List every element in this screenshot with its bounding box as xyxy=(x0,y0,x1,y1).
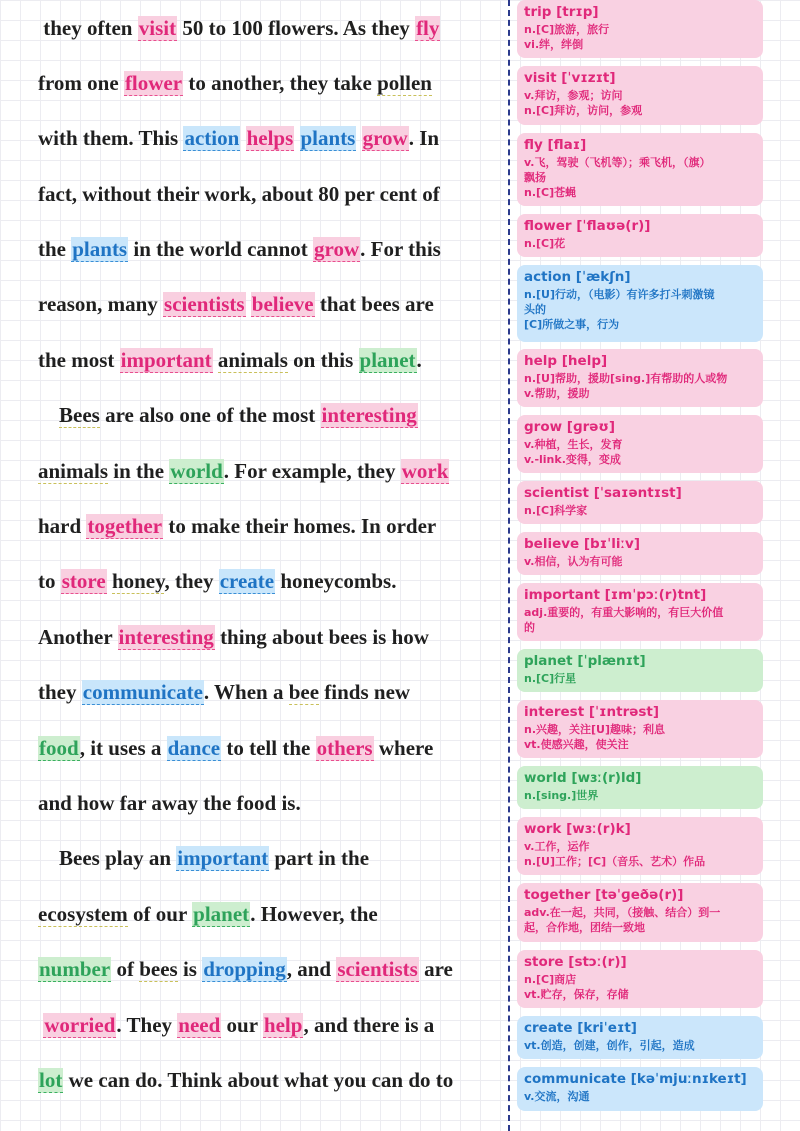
passage-text: the most xyxy=(38,348,120,372)
passage-line xyxy=(38,1005,434,1045)
vocab-card xyxy=(517,883,763,942)
highlighted-word: fly xyxy=(416,16,440,40)
vocab-definition: v.种植，生长，发育 xyxy=(524,438,623,451)
vocab-definition: v.交流，沟通 xyxy=(524,1090,590,1103)
passage-text: the xyxy=(38,237,72,261)
vocab-card xyxy=(517,265,763,342)
highlighted-word: visit xyxy=(138,16,177,40)
passage-text: , and xyxy=(286,957,337,981)
passage-line xyxy=(38,118,439,158)
vocab-headword: trip [trɪp] xyxy=(524,4,599,20)
vocab-definition: n.[C]花 xyxy=(524,237,566,250)
highlighted-word: helps xyxy=(246,126,294,150)
vocab-card xyxy=(517,950,763,1008)
passage-text: from one xyxy=(38,71,124,95)
passage-line xyxy=(38,451,449,491)
passage-text: Another xyxy=(38,625,118,649)
passage-text: they often xyxy=(38,16,138,40)
passage-line xyxy=(38,617,429,657)
passage-text: . They xyxy=(116,1013,178,1037)
passage-text: , they xyxy=(164,569,219,593)
vocab-definition: n.[C]商店 xyxy=(524,973,577,986)
highlighted-word: help xyxy=(263,1013,303,1037)
vocab-definition: v.帮助，援助 xyxy=(524,387,590,400)
vocab-headword: action [ˈækʃn] xyxy=(524,269,631,285)
vocab-card xyxy=(517,649,763,692)
passage-line xyxy=(38,229,441,269)
highlighted-word: food xyxy=(39,736,79,760)
vocab-definition: 飘扬 xyxy=(524,171,546,184)
vocab-card xyxy=(517,66,763,125)
vocab-headword: interest [ˈɪntrəst] xyxy=(524,704,660,720)
highlighted-word: dance xyxy=(167,736,221,760)
highlighted-word: need xyxy=(178,1013,221,1037)
underlined-word: pollen xyxy=(377,71,432,95)
passage-text: of our xyxy=(127,902,193,926)
passage-text: . xyxy=(416,348,422,372)
vocab-definition: vi.绊，绊倒 xyxy=(524,38,584,51)
underlined-word: Bees xyxy=(59,403,100,427)
passage-line xyxy=(38,174,440,214)
vocab-definition: n.[sing.]世界 xyxy=(524,789,599,802)
highlighted-word: grow xyxy=(362,126,408,150)
vocab-definition: vt.贮存，保存，存储 xyxy=(524,988,629,1001)
passage-text: 50 to 100 flowers. As they xyxy=(177,16,416,40)
vocab-card xyxy=(517,349,763,407)
vocab-headword: flower [ˈflaʊə(r)] xyxy=(524,218,651,234)
vocab-definition: vt.使感兴趣，使关注 xyxy=(524,738,629,751)
highlighted-word: scientists xyxy=(337,957,418,981)
passage-text xyxy=(38,403,59,427)
highlighted-word: communicate xyxy=(82,680,203,704)
passage-text xyxy=(356,126,361,150)
vocab-card xyxy=(517,532,763,575)
passage-text: in the world cannot xyxy=(128,237,314,261)
vocab-card xyxy=(517,481,763,524)
passage-line xyxy=(38,284,434,324)
highlighted-word: believe xyxy=(251,292,314,316)
vocab-definition: n.[U]行动，（电影）有许多打斗刺激镜 xyxy=(524,288,715,301)
highlighted-word: action xyxy=(184,126,240,150)
vocab-definition: n.[U]工作；[C]（音乐、艺术）作品 xyxy=(524,855,706,868)
vocab-headword: grow [ɡrəʊ] xyxy=(524,419,616,435)
passage-line xyxy=(38,783,301,823)
passage-text: . In xyxy=(408,126,440,150)
passage-text: our xyxy=(221,1013,263,1037)
vocab-headword: believe [bɪˈliːv] xyxy=(524,536,640,552)
highlighted-word: flower xyxy=(124,71,183,95)
passage-line xyxy=(38,561,396,601)
passage-line xyxy=(38,340,422,380)
passage-line xyxy=(38,838,369,878)
vocab-headword: fly [flaɪ] xyxy=(524,137,587,153)
highlighted-word: grow xyxy=(314,237,360,261)
passage-text: hard xyxy=(38,514,87,538)
passage-line xyxy=(38,395,418,435)
vocab-headword: work [wɜː(r)k] xyxy=(524,821,631,837)
highlighted-word: scientists xyxy=(164,292,245,316)
highlighted-word: together xyxy=(87,514,163,538)
vocab-headword: communicate [kəˈmjuːnɪkeɪt] xyxy=(524,1071,747,1087)
passage-line xyxy=(38,949,453,989)
underlined-word: animals xyxy=(217,348,288,372)
vocab-definition: n.[U]帮助，援助[sing.]有帮助的人或物 xyxy=(524,372,728,385)
vocab-definition: n.[C]拜访，访问，参观 xyxy=(524,104,643,117)
passage-line xyxy=(38,1060,453,1100)
passage-text: to tell the xyxy=(221,736,316,760)
passage-line xyxy=(38,894,378,934)
vocab-headword: create [kriˈeɪt] xyxy=(524,1020,637,1036)
vocab-card xyxy=(517,817,763,875)
passage-text: that bees are xyxy=(314,292,434,316)
highlighted-word: store xyxy=(61,569,106,593)
passage-text: and how far away the food is. xyxy=(38,791,301,815)
vocab-definition: adv.在一起，共同，（接触、结合）到一 xyxy=(524,906,721,919)
passage-text: , it uses a xyxy=(79,736,167,760)
highlighted-word: worried xyxy=(44,1013,116,1037)
vocab-definition: v.工作，运作 xyxy=(524,840,590,853)
vocab-card xyxy=(517,1016,763,1059)
vocab-definition: 头的 xyxy=(524,303,546,316)
highlighted-word: dropping xyxy=(203,957,286,981)
passage-text: , and there is a xyxy=(303,1013,435,1037)
vocab-card xyxy=(517,415,763,473)
passage-text: are xyxy=(418,957,453,981)
passage-text: . For example, they xyxy=(223,459,401,483)
passage-line xyxy=(38,672,410,712)
vocab-definition: n.[C]行星 xyxy=(524,672,577,685)
vocab-definition: n.兴趣，关注[U]趣味；利息 xyxy=(524,723,665,736)
passage-text: where xyxy=(373,736,434,760)
passage-text: in the xyxy=(108,459,170,483)
vocab-card xyxy=(517,133,763,206)
vocab-definition: v.飞，驾驶（飞机等）；乘飞机，（旗） xyxy=(524,156,711,169)
vocab-card xyxy=(517,700,763,758)
passage-text: . However, the xyxy=(250,902,378,926)
highlighted-word: others xyxy=(316,736,373,760)
passage-text: with them. This xyxy=(38,126,184,150)
vocab-definition: [C]所做之事，行为 xyxy=(524,318,620,331)
passage-text: are also one of the most xyxy=(99,403,321,427)
highlighted-word: planet xyxy=(359,348,416,372)
passage-text: on this xyxy=(287,348,359,372)
highlighted-word: interesting xyxy=(118,625,214,649)
passage-text: of xyxy=(111,957,140,981)
passage-text: honeycombs. xyxy=(275,569,397,593)
passage-text xyxy=(246,292,251,316)
passage-line xyxy=(38,728,433,768)
vocab-definition: n.[C]科学家 xyxy=(524,504,588,517)
passage-line xyxy=(38,8,440,48)
vocab-headword: world [wɜː(r)ld] xyxy=(524,770,642,786)
vocab-headword: scientist [ˈsaɪəntɪst] xyxy=(524,485,682,501)
vocab-definition: v.相信，认为有可能 xyxy=(524,555,623,568)
vocab-definition: v.拜访，参观；访问 xyxy=(524,89,623,102)
passage-text: they xyxy=(38,680,82,704)
vocab-headword: important [ɪmˈpɔː(r)tnt] xyxy=(524,587,707,603)
passage-text: to another, they take xyxy=(183,71,378,95)
passage-text: fact, without their work, about 80 per cent of xyxy=(38,182,440,206)
vocab-definition: n.[C]苍蝇 xyxy=(524,186,577,199)
highlighted-word: work xyxy=(401,459,449,483)
vocab-headword: together [təˈɡeðə(r)] xyxy=(524,887,684,903)
vocab-definition: v.-link.变得，变成 xyxy=(524,453,621,466)
passage-text: finds new xyxy=(319,680,411,704)
passage-line xyxy=(38,506,436,546)
vocab-card xyxy=(517,214,763,257)
vocab-headword: help [help] xyxy=(524,353,608,369)
passage-text xyxy=(294,126,299,150)
passage-text: . When a xyxy=(203,680,289,704)
highlighted-word: lot xyxy=(39,1068,63,1092)
vocab-card xyxy=(517,583,763,641)
passage-text: we can do. Think about what you can do to xyxy=(63,1068,454,1092)
underlined-word: honey xyxy=(111,569,165,593)
highlighted-word: plants xyxy=(72,237,128,261)
vocab-card xyxy=(517,0,763,58)
highlighted-word: number xyxy=(39,957,111,981)
vocab-card xyxy=(517,766,763,809)
highlighted-word: important xyxy=(120,348,212,372)
vocab-definition: n.[C]旅游，旅行 xyxy=(524,23,610,36)
passage-line xyxy=(38,63,432,103)
vocab-definition: 起，合作地，团结一致地 xyxy=(524,921,645,934)
highlighted-word: create xyxy=(219,569,275,593)
passage-text: part in the xyxy=(269,846,370,870)
passage-text: is xyxy=(177,957,203,981)
passage-text: to xyxy=(38,569,61,593)
highlighted-word: planet xyxy=(193,902,250,926)
vocab-headword: visit [ˈvɪzɪt] xyxy=(524,70,616,86)
passage-text: reason, many xyxy=(38,292,164,316)
highlighted-word: interesting xyxy=(321,403,417,427)
vocab-definition: adj.重要的，有重大影响的，有巨大价值 xyxy=(524,606,724,619)
vocab-card xyxy=(517,1067,763,1111)
vocab-definition: 的 xyxy=(524,621,535,634)
underlined-word: bees xyxy=(139,957,178,981)
passage-text xyxy=(240,126,245,150)
underlined-word: animals xyxy=(38,459,109,483)
passage-text: thing about bees is how xyxy=(214,625,429,649)
passage-text: Bees play an xyxy=(38,846,177,870)
vocab-headword: store [stɔː(r)] xyxy=(524,954,627,970)
vocab-definition: vt.创造，创建，创作，引起，造成 xyxy=(524,1039,695,1052)
underlined-word: ecosystem xyxy=(38,902,128,926)
highlighted-word: important xyxy=(177,846,269,870)
highlighted-word: plants xyxy=(300,126,356,150)
underlined-word: bee xyxy=(288,680,320,704)
highlighted-word: world xyxy=(170,459,223,483)
passage-text: . For this xyxy=(360,237,441,261)
passage-text: to make their homes. In order xyxy=(163,514,437,538)
vocab-headword: planet [ˈplænɪt] xyxy=(524,653,646,669)
column-divider xyxy=(508,0,510,1131)
